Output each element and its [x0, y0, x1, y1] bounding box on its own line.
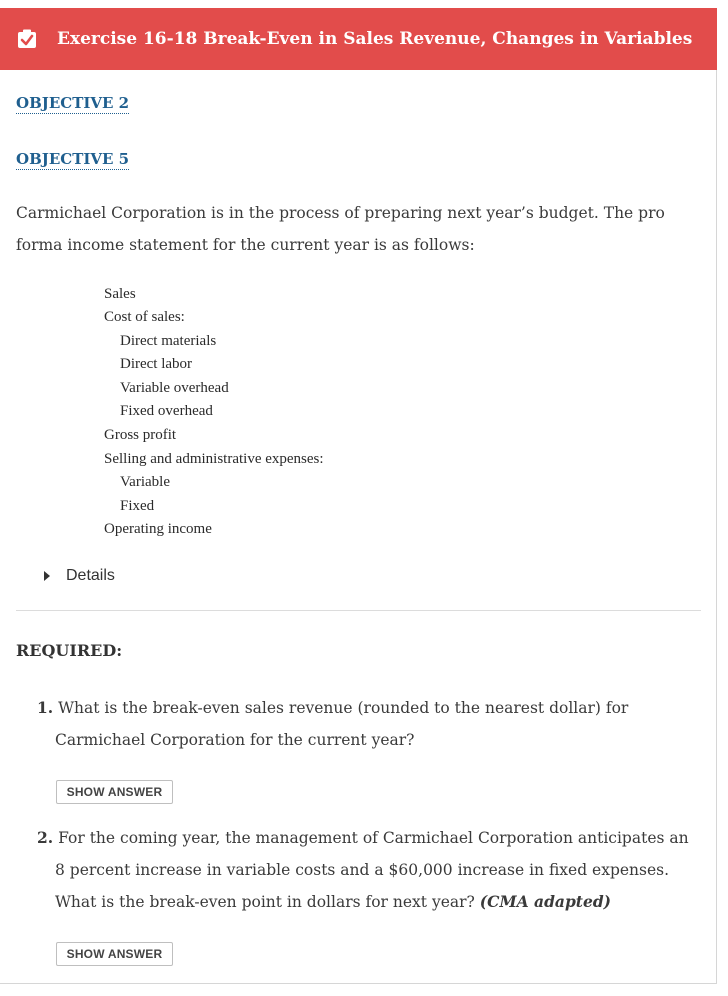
row-label: Direct materials	[120, 333, 217, 349]
question-number: 2.	[37, 828, 54, 847]
question-number: 1.	[37, 698, 54, 717]
row-label: Variable	[120, 474, 170, 490]
exercise-title: Exercise 16-18 Break-Even in Sales Revenue, Changes in Variables	[57, 29, 693, 49]
row-label: Sales	[104, 286, 136, 302]
question-2	[37, 822, 702, 918]
details-label: Details	[66, 567, 115, 584]
question-citation: (CMA adapted)	[479, 892, 611, 911]
intro-paragraph: Carmichael Corporation is in the process of preparing next year’s budget. The pro forma income statement for the current year is as follows:	[16, 204, 665, 254]
exercise-banner	[0, 8, 717, 70]
question-1	[37, 692, 702, 756]
show-answer-button-2[interactable]: SHOW ANSWER	[56, 942, 173, 966]
row-label: Gross profit	[104, 427, 177, 443]
row-label: Fixed overhead	[120, 403, 213, 419]
row-label: Operating income	[104, 521, 212, 537]
checkbox-icon	[16, 28, 38, 50]
row-label: Variable overhead	[120, 380, 229, 396]
row-label: Selling and administrative expenses:	[104, 451, 324, 467]
disclosure-triangle-icon	[44, 571, 50, 581]
row-label: Direct labor	[120, 356, 193, 372]
objective-link-5[interactable]: OBJECTIVE 5	[16, 150, 130, 168]
show-answer-button-1[interactable]: SHOW ANSWER	[56, 780, 173, 804]
objective-link-2[interactable]: OBJECTIVE 2	[16, 94, 130, 112]
question-text: What is the break-even sales revenue (rounded to the nearest dollar) for Carmichael Corporation for the current year?	[55, 699, 629, 749]
row-label: Fixed	[120, 498, 155, 514]
required-heading: REQUIRED:	[16, 641, 123, 660]
divider	[16, 610, 701, 611]
question-text: For the coming year, the management of Carmichael Corporation anticipates an 8 percent increase in variable costs and a $60,000 increase in fixed expenses. What is the break-even point in dollars for next year?	[55, 829, 689, 911]
row-label: Cost of sales:	[104, 309, 185, 325]
details-toggle[interactable]	[44, 567, 115, 585]
